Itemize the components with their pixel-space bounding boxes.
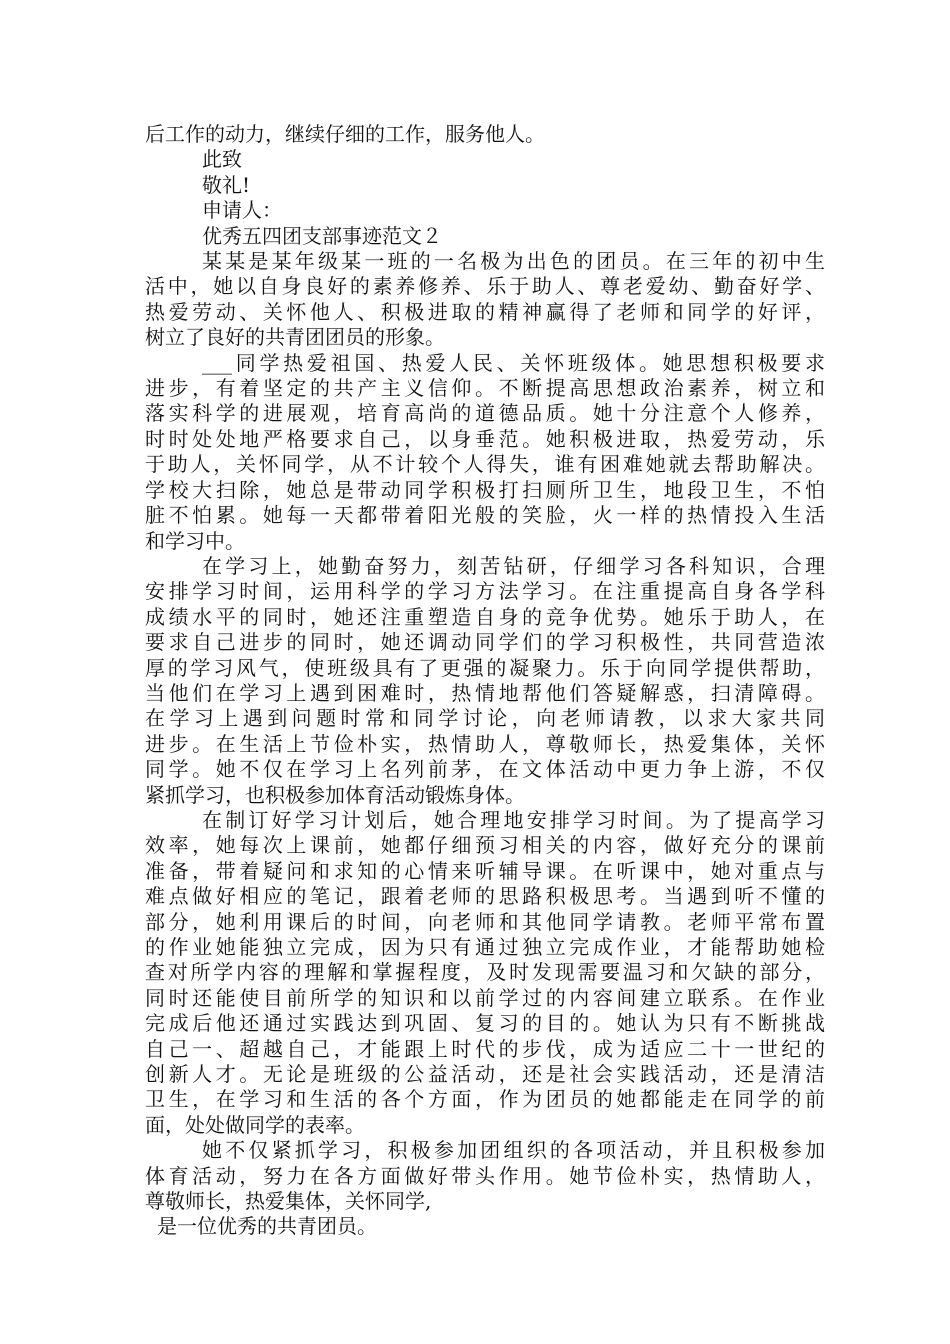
text-line: 优秀五四团支部事迹范文２	[202, 223, 442, 248]
text-line: 活中，她以自身良好的素养修养、乐于助人、尊老爱幼、勤奋好学、	[145, 274, 825, 299]
text-line: 此致	[202, 147, 242, 172]
text-line: 成绩水平的同时，她还注重塑造自身的竞争优势。她乐于助人，在	[145, 604, 825, 629]
text-line: 同学。她不仅在学习上名列前茅，在文体活动中更力争上游，不仅	[145, 757, 825, 782]
text-line: 体育活动，努力在各方面做好带头作用。她节俭朴实，热情助人，	[145, 1163, 825, 1188]
text-line: 某某是某年级某一班的一名极为出色的团员。在三年的初中生	[202, 249, 825, 274]
text-line: 厚的学习风气，使班级具有了更强的凝聚力。乐于向同学提供帮助，	[145, 655, 825, 680]
text-line: 进步。在生活上节俭朴实，热情助人，尊敬师长，热爱集体，关怀	[145, 731, 825, 756]
text-line: 难点做好相应的笔记，跟着老师的思路积极思考。当遇到听不懂的	[145, 884, 825, 909]
text-line: 和学习中。	[145, 528, 245, 553]
text-line: 树立了良好的共青团团员的形象。	[145, 325, 445, 350]
text-line: 是一位优秀的共青团员。	[157, 1214, 377, 1239]
text-line: 热爱劳动、关怀他人、积极进取的精神赢得了老师和同学的好评，	[145, 299, 825, 324]
text-line: 完成后他还通过实践达到巩固、复习的目的。她认为只有不断挑战	[145, 1011, 825, 1036]
text-line: 的作业她能独立完成，因为只有通过独立完成作业，才能帮助她检	[145, 935, 825, 959]
text-line: 申请人：	[202, 198, 282, 223]
text-line: 卫生，在学习和生活的各个方面，作为团员的她都能走在同学的前	[145, 1087, 825, 1112]
text-line: 效率，她每次上课前，她都仔细预习相关的内容，做好充分的课前	[145, 833, 825, 858]
text-line: 安排学习时间，运用科学的学习方法学习。在注重提高自身各学科	[145, 579, 825, 604]
text-line: 自己一、超越自己，才能跟上时代的步伐，成为适应二十一世纪的	[145, 1036, 825, 1061]
text-line: ___同学热爱祖国、热爱人民、关怀班级体。她思想积极要求	[202, 350, 825, 375]
text-line: 在学习上，她勤奋努力，刻苦钻研，仔细学习各科知识，合理	[202, 553, 825, 578]
text-line: 尊敬师长，热爱集体，关怀同学,	[145, 1189, 432, 1214]
text-line: 学校大扫除，她总是带动同学积极打扫厕所卫生，地段卫生，不怕	[145, 477, 825, 502]
text-line: 准备，带着疑问和求知的心情来听辅导课。在听课中，她对重点与	[145, 858, 825, 883]
text-line: 创新人才。无论是班级的公益活动，还是社会实践活动，还是清洁	[145, 1062, 825, 1087]
text-line: 查对所学内容的理解和掌握程度，及时发现需要温习和欠缺的部分，	[145, 960, 825, 985]
document-body	[145, 122, 825, 1240]
text-line: 面，处处做同学的表率。	[145, 1112, 365, 1137]
text-line: 部分，她利用课后的时间，向老师和其他同学请教。老师平常布置	[145, 909, 825, 934]
text-line: 落实科学的进展观，培育高尚的道德品质。她十分注意个人修养，	[145, 401, 825, 426]
text-line: 脏不怕累。她每一天都带着阳光般的笑脸，火一样的热情投入生活	[145, 503, 825, 528]
text-line: 要求自己进步的同时，她还调动同学们的学习积极性，共同营造浓	[145, 630, 825, 655]
text-line: 紧抓学习，也积极参加体育活动锻炼身体。	[145, 782, 525, 807]
text-line: 在学习上遇到问题时常和同学讨论，向老师请教，以求大家共同	[145, 706, 825, 731]
text-line: 时时处处地严格要求自己，以身垂范。她积极进取，热爱劳动，乐	[145, 426, 825, 451]
text-line: 在制订好学习计划后，她合理地安排学习时间。为了提高学习	[202, 807, 825, 832]
text-line: 于助人，关怀同学，从不计较个人得失，谁有困难她就去帮助解决。	[145, 452, 825, 477]
text-line: 同时还能使目前所学的知识和以前学过的内容间建立联系。在作业	[145, 985, 825, 1010]
text-line: 进步，有着坚定的共产主义信仰。不断提高思想政治素养，树立和	[145, 376, 825, 401]
text-line: 当他们在学习上遇到困难时，热情地帮他们答疑解惑，扫清障碍。	[145, 680, 825, 705]
text-line: 敬礼!	[202, 172, 251, 197]
text-line: 后工作的动力，继续仔细的工作，服务他人。	[145, 122, 545, 146]
text-line: 她不仅紧抓学习，积极参加团组织的各项活动，并且积极参加	[202, 1138, 825, 1163]
